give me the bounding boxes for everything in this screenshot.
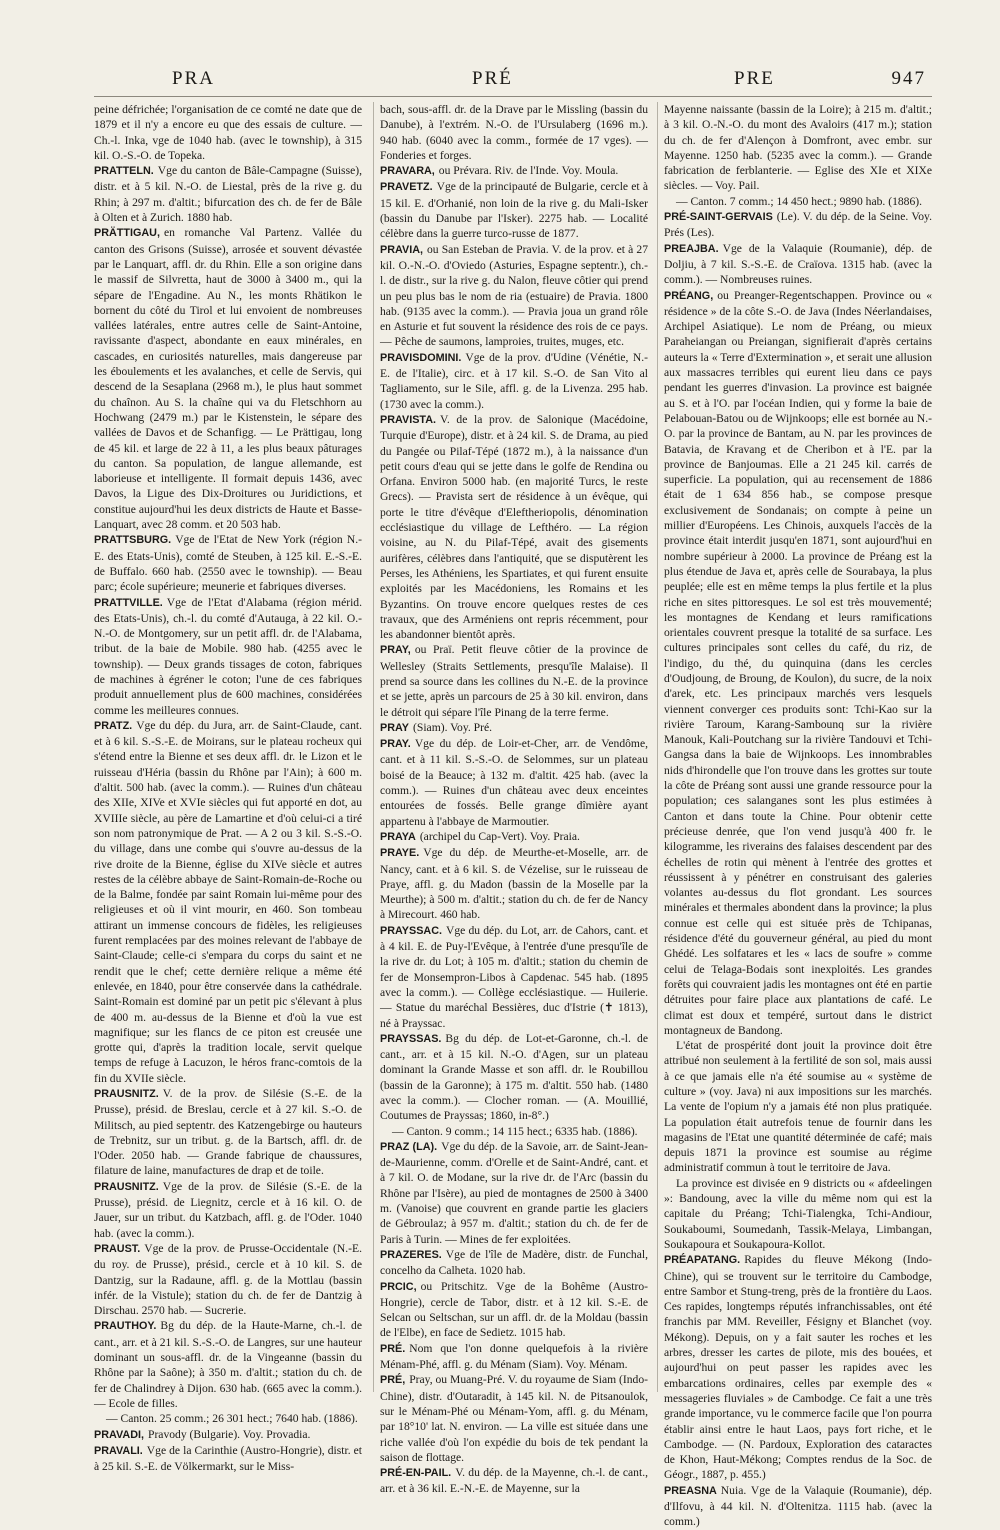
entry-text: ou San Esteban de Pravia. V. de la prov. et à 27 kil. O.-N.-O. d'Oviedo (Asturies, Espagne septentr.), ch.-l. de distr., sur la rive g. du Nalon, fleuve côtier qui prend un peu plus bas le nom de ria (estuaire) de Pravia. 1800 hab. (9135 avec la comm.). — Pravia joua un grand rôle en Asturie et fut souvent la résidence des rois de ce pays. — Pêche de saumons, lamproies, truites, muges, etc. [380, 242, 648, 349]
entry-headword: PRAUST. [94, 1242, 141, 1255]
dictionary-entry [664, 1038, 932, 1176]
dictionary-entry [380, 1372, 648, 1465]
entry-text: — Canton. 25 comm.; 26 301 hect.; 7640 hab. (1886). [106, 1412, 358, 1426]
entry-text: — Canton. 9 comm.; 14 115 hect.; 6335 hab. (1886). [392, 1124, 638, 1138]
entry-text: ou Pritschitz. Vge de la Bohême (Austro-Hongrie), cercle de Tabor, distr. et à 12 kil. S.-E. de Selcan ou Seltschan, sur un affl. dr. de la Moldau (bassin de l'Elbe), en face de Sedietz. 1015 hab. [380, 1279, 648, 1340]
entry-text: Vge de la prov. d'Udine (Vénétie, N.-E. de l'Italie), circ. et à 17 kil. S.-O. de San Vito al Tagliamento, sur le Sile, affl. g. de la Livenza. 295 hab. (1730 avec la comm.). [380, 350, 648, 411]
entry-headword: PRAVALI. [94, 1444, 143, 1457]
entry-headword: PRÄTTIGAU, [94, 227, 160, 240]
entry-text: Nom que l'on donne quelquefois à la rivière Ménam-Phé, affl. g. du Ménam (Siam). Voy. Ménam. [380, 1341, 648, 1372]
dictionary-entry [664, 288, 932, 1039]
entry-headword: PRAUSNITZ. [94, 1088, 159, 1100]
header-right: PRE [734, 68, 775, 89]
entry-headword: PRAVARA, [380, 165, 435, 178]
column-1 [94, 102, 362, 1474]
dictionary-entry [380, 1139, 648, 1247]
entry-headword: PRAYE. [380, 847, 420, 860]
dictionary-entry [664, 1176, 932, 1252]
dictionary-entry [380, 1279, 648, 1341]
dictionary-entry [94, 225, 362, 532]
entry-headword: PREASNA [664, 1484, 717, 1497]
entry-headword: PRCIC, [380, 1280, 417, 1293]
dictionary-entry [94, 718, 362, 1086]
dictionary-entry [664, 1483, 932, 1530]
dictionary-entry [380, 179, 648, 241]
entry-headword: PRAUTHOY. [94, 1320, 157, 1333]
dictionary-entry [94, 1427, 362, 1443]
entry-text: Vge de la prov. de Prusse-Occidentale (N.-E. du roy. de Prusse), présid., cercle et à 10 kil. S. de Dantzig, sur la Radaune, affl. g. de la Mottlau (bassin infér. de la Vistule); station du ch. de fer de Dantzig à Dirschau. 2570 hab. — Sucrerie. [94, 1241, 362, 1318]
dictionary-entry [380, 1031, 648, 1124]
entry-headword: PRAVADI, [94, 1428, 144, 1441]
header-left: PRA [172, 68, 215, 89]
dictionary-entry [94, 1318, 362, 1411]
entry-text: Vge du dép. du Lot, arr. de Cahors, cant. et à 4 kil. E. de Puy-l'Evêque, à l'entrée d'une presqu'île de la rive dr. du Lot; à 105 m. d'altit.; station du chemin de fer de Monsempron-Libos à Capdenac. 545 hab. (1895 avec la comm.). — Collège ecclésiastique. — Huilerie. — Statue du maréchal Bessières, duc d'Istrie (✝ 1813), né à Prayssac. [380, 923, 648, 1030]
column-divider [657, 102, 658, 1392]
dictionary-entry [380, 1124, 648, 1139]
entry-headword: PRAY, [380, 644, 411, 657]
dictionary-entry [94, 102, 362, 163]
entry-headword: PRAY. [380, 738, 411, 751]
dictionary-entry [380, 102, 648, 163]
entry-headword: PRAZERES. [380, 1248, 442, 1261]
entry-text: Vge du dép. de Loir-et-Cher, arr. de Vendôme, cant. et à 11 kil. S.-S.-O. de Selommes, sur un plateau boisé de la Beauce; à 132 m. d'altit. 425 hab. (avec la comm.). — Ruines d'un château avec deux enceintes entourées de fossés. Belle grange dîmière ayant appartenu à l'abbaye de Marmoutier. [380, 737, 648, 828]
dictionary-entry [94, 1086, 362, 1179]
entry-headword: PRÉ. [380, 1342, 406, 1355]
dictionary-entry [664, 1252, 932, 1482]
dictionary-entry [380, 1341, 648, 1373]
entry-headword: PRAVISDOMINI. [380, 351, 462, 364]
entry-text: peine défrichée; l'organisation de ce comté ne date que de 1879 et il n'y a encore eu que des essais de culture. — Ch.-l. Inka, vge de 1040 hab. (avec le township), à 315 kil. O.-S.-O. de Topeka. [94, 103, 362, 162]
entry-text: Pravody (Bulgarie). Voy. Provadia. [148, 1427, 311, 1441]
dictionary-entry [664, 209, 932, 241]
entry-text: bach, sous-affl. dr. de la Drave par le Missling (bassin du Danube), à l'extrém. N.-O. de l'Ursulaberg (1696 m.). 940 hab. (6040 avec la comm., formée de 17 vges). — Fonderies et forges. [380, 103, 648, 162]
entry-headword: PRÉ-SAINT-GERVAIS [664, 211, 773, 224]
entry-headword: PRÉANG, [664, 289, 714, 302]
entry-headword: PRAVIA, [380, 243, 423, 256]
dictionary-entry [380, 1247, 648, 1279]
entry-text: Vge du dép. de Meurthe-et-Moselle, arr. de Nancy, cant. et à 6 kil. S. de Vézelise, sur le ruisseau de Praye, affl. g. du Madon (bassin de la Moselle par la Meurthe); à 500 m. d'altit.; station du ch. de fer de Nancy à Mirecourt. 460 hab. [380, 846, 648, 922]
entry-text: ou Prévara. Riv. de l'Inde. Voy. Moula. [438, 164, 619, 178]
entry-headword: PRAYA [380, 830, 416, 843]
entry-text: Vge du dép. du Jura, arr. de Saint-Claude, cant. et à 6 kil. S.-S.-E. de Moirans, sur le plateau rocheux qui s'étend entre la Bienne et ses deux affl. dr. le Lizon et le ruisseau d'Héria (bassin du Rhône par l'Ain); à 600 m. d'altit. 500 hab. (avec la comm.). — Ruines d'un château des XIIe, XIVe et XVIe siècles qui fut apporté en dot, au XVIIIe siècle, au père de Lamartine et d'où celui-ci a tiré son nom patronymique de Prat. — A 2 ou 3 kil. S.-S.-O. du village, dans une combe qui s'ouvre au-dessus de la rive droite de la Bienne, église du XIVe siècle et autres restes de la célèbre abbaye de Saint-Romain-de-Roche ou de la Balme, fondée par saint Romain lui-même pour des religieuses et où il vint mourir, en 460. Son tombeau attirant un immense concours de fidèles, les religieuses furent remplacées par des moines relevant de l'abbaye de Saint-Claude; celle-ci s'empara du corps du saint et ne rendit que le chef; cette dernière relique a même été enlevée, en 1840, pour être conservée dans la cathédrale. Saint-Romain est dominé par un petit pic s'élevant à plus de 400 m. au-dessus de la Bienne et d'où la vue est magnifique; sur les flancs de ce piton est creusée une grotte qui, d'après la tradition locale, servit quelque temps de refuge à Lacuzon, le héros franc-comtois de la fin du XVIIe siècle. [94, 718, 362, 1085]
dictionary-entry [380, 412, 648, 642]
dictionary-entry [94, 595, 362, 718]
entry-text: (archipel du Cap-Vert). Voy. Praia. [419, 829, 580, 843]
entry-text: Pray, ou Muang-Pré. V. du royaume de Siam (Indo-Chine), distr. d'Outaradit, à 145 kil. N. de Pitsanoulok, sur le Ménam-Phé ou Ménam-Yom, affl. g. du Ménam, par 18°10' lat. N. environ. — La ville est située dans une riche vallée d'où l'on expédie du bois de tek pendant la saison de flottage. [380, 1373, 648, 1464]
dictionary-entry [94, 1411, 362, 1426]
entry-text: Vge du canton de Bâle-Campagne (Suisse), distr. et à 5 kil. N.-O. de Liestal, près de la rive g. du Rhin; à 297 m. d'altit.; bifurcation des ch. de fer de Bâle à Olten et à Zurich. 1880 hab. [94, 164, 362, 225]
dictionary-entry [380, 642, 648, 719]
entry-text: Vge de l'Etat d'Alabama (région mérid. des Etats-Unis), ch.-l. du comté d'Autauga, à 22 kil. O.-N.-O. de Montgomery, sur un petit affl. dr. de l'Alabama, tribut. de la baie de Mobile. 980 hab. (4255 avec le township). — Deux grands tissages de coton, fabriques de machines à égréner le coton; l'une de ces fabriques produit annuellement plus de 600 machines, considérées comme les meilleures connues. [94, 595, 362, 717]
entry-text: (Siam). Voy. Pré. [413, 720, 493, 734]
entry-headword: PRATTELN. [94, 165, 154, 178]
dictionary-entry [94, 1179, 362, 1241]
dictionary-entry [664, 241, 932, 288]
entry-text: Bg du dép. de Lot-et-Garonne, ch.-l. de cant., arr. et à 15 kil. N.-O. d'Agen, sur un plateau dominant la Grande Masse et son affl. dr. le Roubillou (bassin de la Garonne); à 175 m. d'altit. 550 hab. (1480 avec la comm.). — Clocher roman. — (A. Mouillié, Coutumes de Prayssas; 1860, in-8°.) [380, 1031, 648, 1123]
page-number: 947 [891, 68, 926, 89]
dictionary-entry [664, 102, 932, 194]
column-2 [380, 102, 648, 1496]
entry-text: V. de la prov. de Silésie (S.-E. de la Prusse), présid. de Breslau, cercle et à 27 kil. S.-O. de Militsch, au pied septentr. des Katzengebirge ou hauteurs de Trebnitz, sur un tribut. g. de la Bartsch, affl. dr. de l'Oder. 2050 hab. — Grande fabrique de chaussures, filature de laine, manufactures de drap et de toile. [94, 1087, 362, 1178]
entry-headword: PRATZ. [94, 719, 133, 732]
dictionary-entry [94, 1241, 362, 1318]
dictionary-entry [380, 829, 648, 845]
entry-headword: PRAY [380, 721, 410, 734]
entry-text: Vge de la principauté de Bulgarie, cercle et à 15 kil. E. d'Orhanié, non loin de la rive g. du Mali-Isker (bassin du Danube par l'Isker). 2275 hab. — Localité célèbre dans la guerre turco-russe de 1877. [380, 180, 648, 241]
entry-text: Nuia. Vge de la Valaquie (Roumanie), dép. d'Ilfovu, à 44 kil. N. d'Oltenitza. 1115 hab. (avec la comm.) [664, 1483, 932, 1529]
entry-headword: PRAYSSAS. [380, 1032, 442, 1045]
entry-text: V. du dép. de la Mayenne, ch.-l. de cant., arr. et à 36 kil. E.-N.-E. de Mayenne, sur la [380, 1466, 648, 1496]
entry-text: Vge de la Valaquie (Roumanie), dép. de Doljiu, à 7 kil. S.-S.-E. de Craïova. 1315 hab. (avec la comm.). — Nombreuses ruines. [664, 241, 932, 287]
entry-headword: PRAYSSAC. [380, 924, 443, 937]
entry-text: Vge du dép. de la Savoie, arr. de Saint-Jean-de-Maurienne, comm. d'Orelle et de Saint-André, cant. et à 7 kil. O. de Modane, sur la rive dr. de l'Arc (bassin du Rhône par l'Isère), au pied de montagnes de 2500 à 3400 m. (Vanoise) que couvrent en grande partie les glaciers de Gébroulaz; à 957 m. d'altit.; station du ch. de fer de Paris à Turin. — Mines de fer exploitées. [380, 1139, 648, 1246]
entry-headword: PRAUSNITZ. [94, 1180, 159, 1193]
header-rule [94, 96, 932, 97]
dictionary-entry [380, 845, 648, 922]
entry-text: Vge de l'île de Madère, distr. de Funchal, concelho da Calheta. 1020 hab. [380, 1247, 648, 1278]
entry-headword: PRATTVILLE. [94, 596, 163, 609]
entry-headword: PRAZ (LA). [380, 1140, 438, 1153]
entry-text: L'état de prospérité dont jouit la province doit être attribué non seulement à la fertilité de son sol, mais aussi à ce que jamais elle n'a été soumise au « système de culture » (voy. Java) ni aux impositions sur les marchés. La vente de l'opium n'y a jamais été non plus pratiquée. La population était autrefois tenue de fournir dans les magasins de l'Etat une quantité déterminée de café; mais depuis 1871 la province est soumise au régime administratif commun à tout le territoire de Java. [664, 1039, 932, 1175]
entry-text: Mayenne naissante (bassin de la Loire); à 215 m. d'altit.; à 3 kil. O.-N.-O. du mont des Avaloirs (417 m.); station du ch. de fer d'Alençon à Domfront, avec embr. sur Mayenne. 1250 hab. (5235 avec la comm.). — Grande fabrication de ferblanterie. — Eglise des XIe et XIXe siècles. — Voy. Pail. [664, 103, 932, 193]
dictionary-entry [94, 163, 362, 225]
entry-text: en romanche Val Partenz. Vallée du canton des Grisons (Suisse), arrosée et souvent dévastée par le Lanquart, affl. dr. du Rhin. Elle a son origine dans le massif de Silvretta, haut de 3000 à 3400 m., qui la sépare de l'Engadine. Au N., les monts Rhätikon le bornent du côté du Tirol et lui envoient de nombreuses vallées latérales, entre autres celle de Saint-Antoine, ravissante d'aspect, abondante en eaux minérales, en cascades, en curiosités naturelles, mais dangereuse par les éboulements et les avalanches, et celle de Servis, qui descend de la Sesaplana (2968 m.), le plus haut sommet du chaînon. Au S. la chaîne qui va du Fletschhorn au Hochwang (2479 m.) par le Kistenstein, le sépare des vallées de Davos et de Schanfigg. — Le Prättigau, long de 45 kil. et large de 22 à 11, a les plus beaux pâturages du canton. Sa population, de langue allemande, est laborieuse et intelligente. Il formait depuis 1436, avec Davos, la Ligue des Dix-Droitures ou Juridictions, et constitue aujourd'hui les deux districts de Haute et Basse-Lanquart, avec 28 comm. et 20 503 hab. [94, 226, 362, 532]
running-header [94, 68, 926, 98]
entry-text: Vge de l'Etat de New York (région N.-E. des Etats-Unis), comté de Steuben, à 125 kil. E.-S.-E. de Buffalo. 660 hab. (2550 avec le township). — Beau parc; école supérieure; meunerie et fabriques diverses. [94, 533, 362, 594]
entry-headword: PRÉ-EN-PAIL. [380, 1467, 452, 1480]
entry-text: V. de la prov. de Salonique (Macédoine, Turquie d'Europe), distr. et à 24 kil. S. de Drama, au pied du Pangée ou Pilaf-Tépé (1872 m.), à la naissance d'un petit cours d'eau qui se jette dans le golfe de Rendina ou Orfana. Environ 5000 hab. (en majorité Turcs, le reste Grecs). — Pravista sert de résidence à un évêque, qui porte le titre d'évêque d'Eleftheriopolis, dénomination ecclésiastique du village de Lefthéro. — La région voisine, au N. du Pilaf-Tépé, avait des gisements aurifères, célèbres dans l'antiquité, que se disputèrent les Perses, les Athéniens, les Spartiates, et qui furent ensuite exploités par les Macédoniens, les Romains et les Byzantins. On trouve encore quelques restes de ces travaux, que des Arméniens ont repris récemment, pour les abandonner bientôt après. [380, 412, 648, 642]
entry-text: Vge de la prov. de Silésie (S.-E. de la Prusse), présid. de Liegnitz, cercle et à 16 kil. O. de Jauer, sur un tribut. du Katzbach, affl. g. de l'Oder. 1040 hab. (avec la comm.). [94, 1179, 362, 1240]
dictionary-entry [380, 923, 648, 1031]
dictionary-entry [664, 194, 932, 209]
dictionary-entry [380, 736, 648, 829]
dictionary-entry [380, 242, 648, 350]
entry-text: (Le). V. du dép. de la Seine. Voy. Prés (Les). [664, 210, 932, 240]
entry-headword: PRÉAPATANG. [664, 1254, 741, 1267]
entry-text: Bg du dép. de la Haute-Marne, ch.-l. de cant., arr. et à 21 kil. S.-S.-O. de Langres, sur une hauteur dominant un sous-affl. dr. de la Vingeanne (bassin du Rhône par la Saône); à 350 m. d'altit.; station du ch. de fer de Chalindrey à Dijon. 630 hab. (665 avec la comm.). — Ecole de filles. [94, 1319, 362, 1410]
entry-headword: PRATTSBURG. [94, 534, 172, 547]
entry-text: Rapides du fleuve Mékong (Indo-Chine), qui se trouvent sur le territoire du Cambodge, entre Sambor et Stung-treng, près de la frontière du Laos. Ces rapides, longtemps réputés infranchissables, ont été franchis par MM. Reveiller, Fésigny et Blanchet (voy. Mékong). Depuis, on y a fait sauter les roches et les arbres, dresser les cartes de pilote, mis des bouées, et aujourd'hui on peut passer les rapides avec les embarcations ordinaires, celles par exemple des « messageries fluviales » de Cambodge. Ce fait a une très grande importance, vu le commerce facile que l'on pourra établir ainsi entre le haut Laos, pays fort riche, et le Cambodge. — (N. Pardoux, Exploration des cataractes de Khon, Haut-Mékong; Comptes rendus de la Soc. de Géogr., 1887, p. 455.) [664, 1253, 932, 1482]
entry-headword: PRÉ, [380, 1374, 406, 1387]
dictionary-entry [94, 532, 362, 594]
entry-text: — Canton. 7 comm.; 14 450 hect.; 9890 hab. (1886). [676, 194, 923, 208]
entry-text: ou Praï. Petit fleuve côtier de la province de Wellesley (Straits Settlements, presqu'île Malaise). Il prend sa source dans les collines du N.-E. de la province et se jette, après un parcours de 25 à 30 kil. environ, dans le détroit qui sépare l'île Pinang de la terre ferme. [380, 643, 648, 719]
dictionary-entry [94, 1443, 362, 1475]
dictionary-entry [380, 720, 648, 736]
dictionary-entry [380, 1465, 648, 1497]
entry-headword: PRAVISTA. [380, 413, 436, 426]
column-divider [373, 102, 374, 1392]
column-3 [664, 102, 932, 1529]
entry-headword: PREAJBA. [664, 242, 719, 255]
dictionary-entry [380, 350, 648, 412]
entry-headword: PRAVETZ. [380, 181, 433, 194]
header-center: PRÉ [472, 68, 513, 89]
entry-text: La province est divisée en 9 districts ou « afdeelingen »: Bandoung, avec la ville du même nom qui est la capitale du Préang; Tchi-Tialengka, Tchi-Andiour, Soukaboumi, Soumedanh, Tassik-Melaya, Limbangan, Soukapoura et Soukapoura-Kollot. [664, 1176, 932, 1251]
dictionary-entry [380, 163, 648, 179]
entry-text: Vge de la Carinthie (Austro-Hongrie), distr. et à 25 kil. S.-E. de Völkermarkt, sur le Miss- [94, 1443, 362, 1474]
entry-text: ou Preanger-Regentschappen. Province ou « résidence » de la côte S.-O. de Java (Indes Néerlandaises, Archipel Asiatique). Le nom de Préang, ou mieux Paraheiangan ou Preiangan, signifierait d'après certains auteurs la « Terre d'Extermination », et serait une allusion aux massacres terribles qui eurent lieu dans ce pays pendant les guerres d'invasion. La province est baignée au S. et à l'O. par l'océan Indien, qui y forme la baie de Pelabouan-Batou ou de Wijnkoops; elle est bornée au N.-O. par la province de Bantam, au N. par les provinces de Batavia, de Kravang et de Cheribon et à l'E. par la province de Banjoumas. Elle a 21 245 kil. carrés de superficie. La population, qui au recensement de 1886 était de 1 634 856 hab., se compose presque exclusivement de Sondanais; on compte à peine un millier d'Européens. Les Chinois, auxquels l'accès de la province était interdit jusqu'en 1871, sont aujourd'hui en nombre supérieur à 2000. La province de Préang est la plus étendue de Java et, après celle de Sourabaya, la plus peuplée; elle est en même temps la plus fertile et la plus riche en sites pittoresques. Le sol est très mouvementé; les montagnes de Kendang et leurs ramifications orientales couvrent presque la totalité de sa surface. Les cultures principales sont celles du café, du riz, de l'indigo, du thé, du quinquina (dans les cercles d'Oudjoung, de Broung, de Koulon), du sucre, de la noix d'arek, etc. Les principaux marchés vers lesquels viennent converger ces produits sont: Tchi-Kao sur la rivière Taroum, Karang-Sambounq sur la rivière Manouk, Kali-Poutchang sur la rivière Tandouvi et Tchi-Gangsa dans la baie de Wijnkoops. Les innombrables nids d'hirondelle que l'on trouve dans les grottes sur toute la côte de Préang sont aussi une grande ressource pour la population; ces salanganes sont les plus estimées à Canton et dans toute la Chine. Pour obtenir cette précieuse denrée, que l'on vend jusqu'à 400 fr. le kilogramme, les riverains des falaises descendent par des échelles de rotin qui mènent à l'entrée des grottes et réussissent à y pénétrer en construisant des galeries volantes au-dessus du flot grondant. Les sources minérales et thermales abondent dans la province; la plus connue est celle qui est située près de Tchipanas, résidence d'été du gouverneur général, au pied du mont Ghédé. Les solfatares et les « lacs de soufre » comme celui de Telaga-Bodais sont inexploités. Les grandes forêts qui couvraient jadis les montagnes ont été en partie détruites pour faire place aux plantations de café. Le climat est doux et tempéré, surtout dans le district montagneux de Bandong. [664, 288, 932, 1037]
